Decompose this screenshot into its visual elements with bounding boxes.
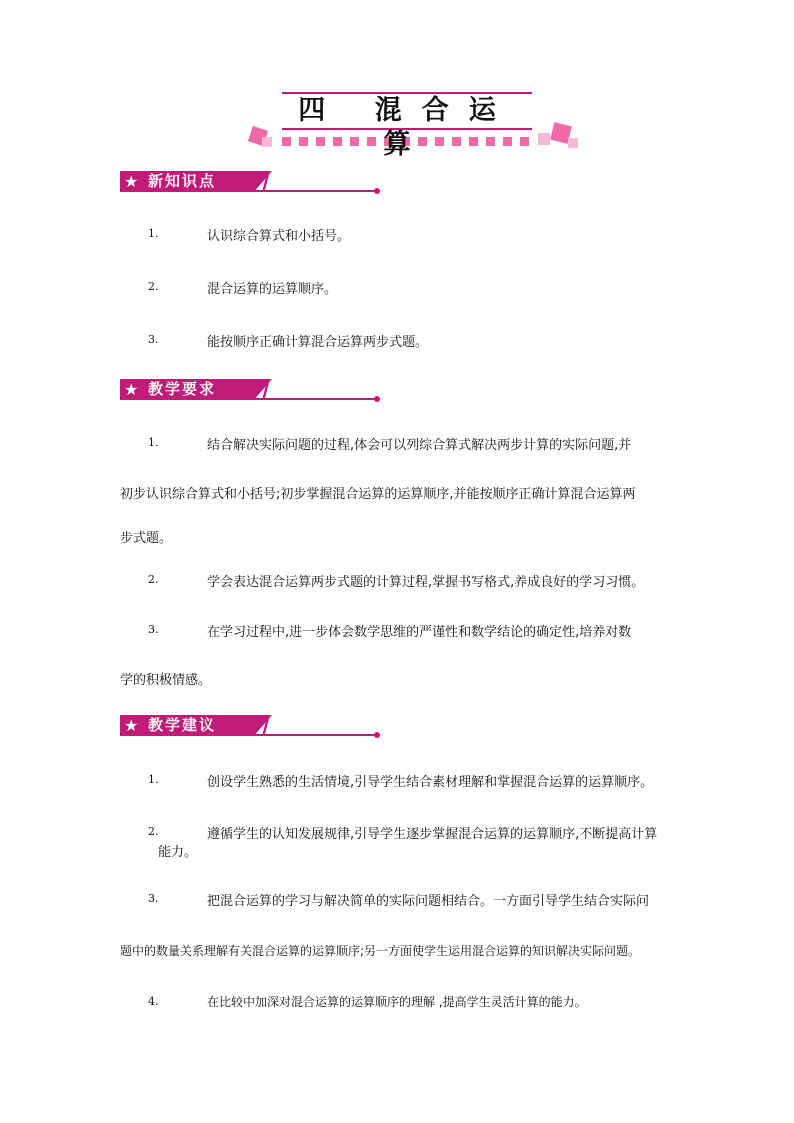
list-item-number: 1. <box>148 227 159 240</box>
list-item-number: 2. <box>148 573 159 586</box>
list-item-number: 1. <box>148 773 159 786</box>
list-item-number: 4. <box>148 995 159 1008</box>
list-item-text: 遵循学生的认知发展规律,引导学生逐步掌握混合运算的运算顺序,不断提高计算 <box>207 827 658 842</box>
list-item-text: 在学习过程中,进一步体会数学思维的严谨性和数学结论的确定性,培养对数 <box>207 625 632 640</box>
list-item-text: 在比较中加深对混合运算的运算顺序的理解 ,提高学生灵活计算的能力。 <box>207 995 587 1009</box>
list-item-text: 混合运算的运算顺序。 <box>207 282 338 297</box>
list-item-text: 学会表达混合运算两步式题的计算过程,掌握书写格式,养成良好的学习习惯。 <box>207 575 645 590</box>
section-underline-dot <box>374 188 380 194</box>
list-item-number: 1. <box>148 436 159 449</box>
list-item-text: 把混合运算的学习与解决简单的实际问题相结合。一方面引导学生结合实际问 <box>207 894 650 909</box>
list-item-number: 2. <box>148 825 159 838</box>
section-underline-dot <box>374 732 380 738</box>
list-item-number: 3. <box>148 892 159 905</box>
star-icon: ★ <box>124 716 139 735</box>
list-item-number: 3. <box>148 333 159 346</box>
list-item-continuation: 学的积极情感。 <box>120 673 212 688</box>
list-item-text: 认识综合算式和小括号。 <box>207 229 351 244</box>
section-title: 教学建议 <box>148 716 217 734</box>
list-item-text: 创设学生熟悉的生活情境,引导学生结合素材理解和掌握混合运算的运算顺序。 <box>207 775 654 790</box>
section-underline-dot <box>374 396 380 402</box>
star-icon: ★ <box>124 172 139 191</box>
list-item-continuation: 初步认识综合算式和小括号;初步掌握混合运算的运算顺序,并能按顺序正确计算混合运算两 <box>120 487 636 502</box>
list-item-text: 能按顺序正确计算混合运算两步式题。 <box>207 335 429 350</box>
list-item-text: 结合解决实际问题的过程,体会可以列综合算式解决两步计算的实际问题,并 <box>207 438 632 453</box>
list-item-continuation: 题中的数量关系理解有关混合运算的运算顺序;另一方面使学生运用混合运算的知识解决实际问题。 <box>120 944 641 958</box>
list-item-continuation: 步式题。 <box>120 531 173 546</box>
section-title: 教学要求 <box>148 380 217 398</box>
page-title: 四 混合运算 <box>298 95 516 160</box>
list-item-number: 3. <box>148 623 159 636</box>
list-item-continuation: 能力。 <box>158 845 198 860</box>
list-item-number: 2. <box>148 280 159 293</box>
star-icon: ★ <box>124 380 139 399</box>
section-title: 新知识点 <box>148 172 217 190</box>
